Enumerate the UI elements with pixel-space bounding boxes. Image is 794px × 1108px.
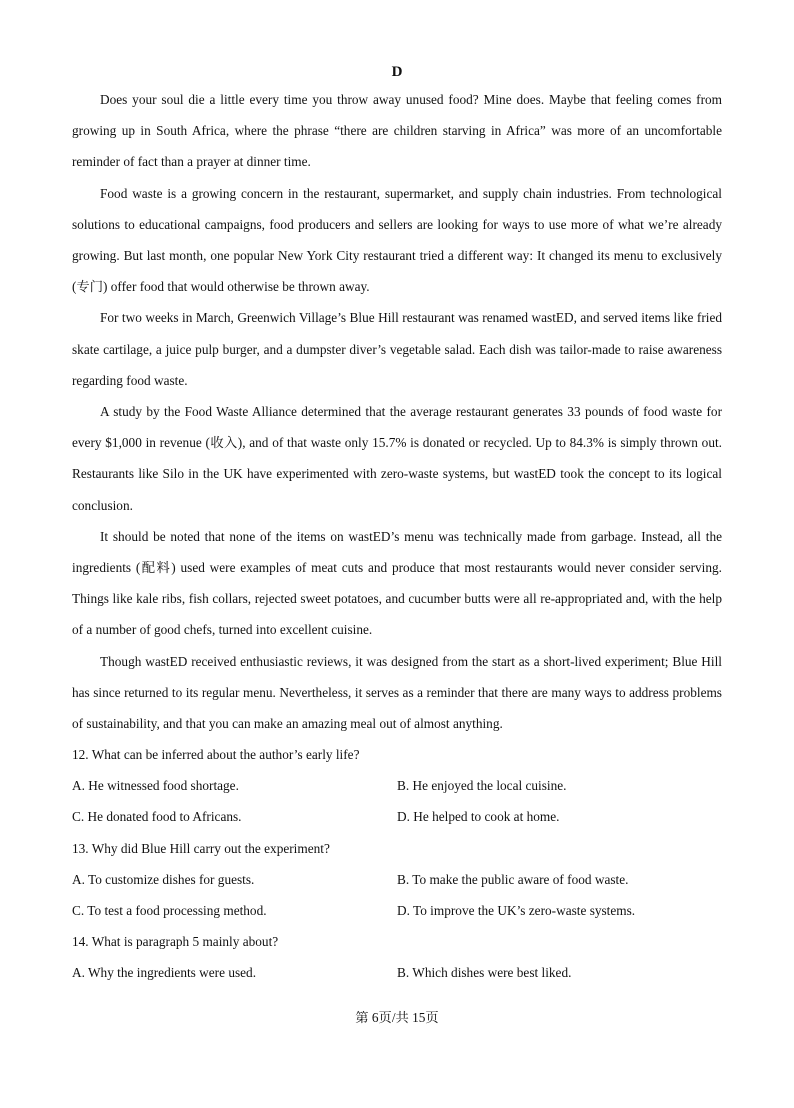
option-c: C. He donated food to Africans. [72, 809, 242, 825]
option-a: A. To customize dishes for guests. [72, 871, 255, 887]
question-stem: 14. What is paragraph 5 mainly about? [72, 934, 279, 950]
question-stem: 13. Why did Blue Hill carry out the experiment? [72, 840, 330, 856]
paragraph-1: Does your soul die a little every time you throw away unused food? Mine does. Maybe that feeling comes from growing up in South Africa, where the phrase “there are children starving in Africa” was more of an uncomfortable reminder of fact than a prayer at dinner time. [72, 92, 722, 170]
option-a: A. Why the ingredients were used. [72, 965, 257, 981]
question-14 [72, 926, 722, 988]
option-d: D. To improve the UK’s zero-waste systems. [397, 902, 636, 918]
option-row [72, 957, 722, 988]
option-c: C. To test a food processing method. [72, 902, 267, 918]
option-d: D. He helped to cook at home. [397, 809, 560, 825]
option-b: B. Which dishes were best liked. [397, 965, 572, 981]
option-a: A. He witnessed food shortage. [72, 778, 239, 794]
paragraph-2: Food waste is a growing concern in the restaurant, supermarket, and supply chain industries. From technological solutions to educational campaigns, food producers and sellers are looking for ways to use more of what we’re already growing. But last month, one popular New York City restaurant tried a different way: It changed its menu to exclusively (专门) offer food that would otherwise be thrown away. [72, 185, 722, 295]
section-title: D [391, 64, 403, 80]
paragraph-6: Though wastED received enthusiastic reviews, it was designed from the start as a short-lived experiment; Blue Hill has since returned to its regular menu. Nevertheless, it serves as a reminder that there are many ways to address problems of sustainability, and that you can make an amazing meal out of almost anything. [72, 653, 722, 732]
option-row [72, 801, 722, 832]
paragraph-3: For two weeks in March, Greenwich Village’s Blue Hill restaurant was renamed wastED, and served items like fried skate cartilage, a juice pulp burger, and a dumpster diver’s vegetable salad. Each dish was tailor-made to raise awareness regarding food waste. [72, 310, 722, 388]
option-row [72, 770, 722, 801]
paragraph-4: A study by the Food Waste Alliance determined that the average restaurant generates 33 pounds of food waste for every $1,000 in revenue (收入), and of that waste only 15.7% is donated or recycled. Up to 84.3% is simply thrown out. Restaurants like Silo in the UK have experimented with zero-waste systems, but wastED took the concept to its logical conclusion. [72, 404, 722, 513]
question-12 [72, 739, 722, 833]
option-b: B. To make the public aware of food waste. [397, 871, 629, 887]
paragraph-5: It should be noted that none of the items on wastED’s menu was technically made from garbage. Instead, all the ingredients (配料) used were examples of meat cuts and produce that most restaurants would never consider serving. Things like kale ribs, fish collars, rejected sweet potatoes, and cucumber butts were all re-appropriated and, with the help of a number of good chefs, turned into excellent cuisine. [72, 528, 722, 638]
article-body [72, 84, 722, 739]
page-number: 第 6页/共 15页 [355, 1010, 439, 1025]
question-13 [72, 833, 722, 927]
option-row [72, 864, 722, 895]
option-b: B. He enjoyed the local cuisine. [397, 778, 567, 794]
option-row [72, 895, 722, 926]
question-list [72, 739, 722, 989]
question-stem: 12. What can be inferred about the author’s early life? [72, 747, 360, 762]
